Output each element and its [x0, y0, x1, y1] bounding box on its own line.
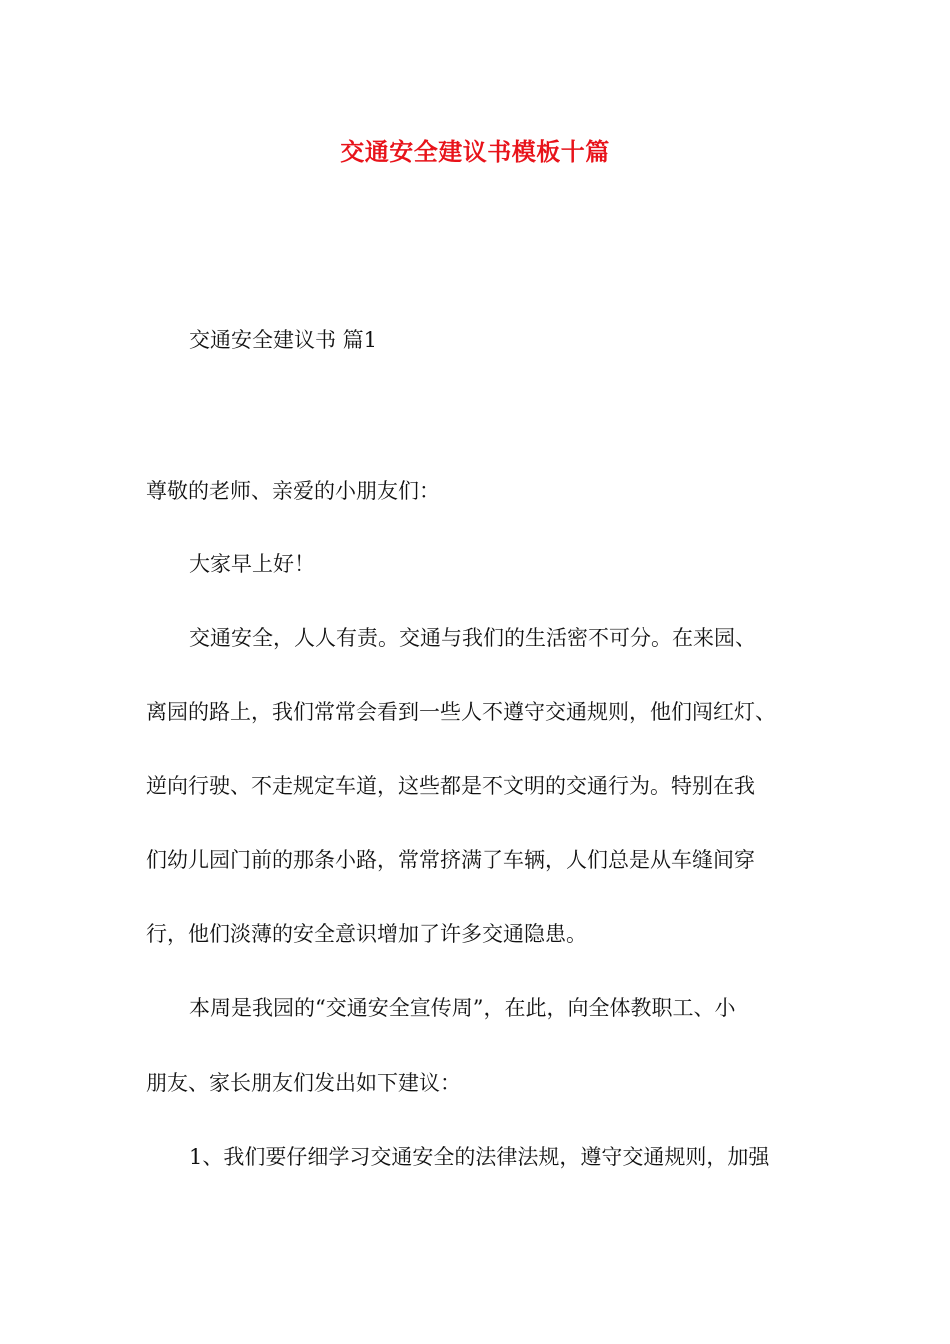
- paragraph-line: 朋友、家长朋友们发出如下建议：: [146, 1071, 461, 1095]
- document-title: 交通安全建议书模板十篇: [340, 138, 610, 166]
- paragraph-line: 1、我们要仔细学习交通安全的法律法规，遵守交通规则，加强: [189, 1145, 770, 1169]
- paragraph-line: 离园的路上，我们常常会看到一些人不遵守交通规则，他们闯红灯、: [146, 700, 776, 724]
- paragraph-line: 交通安全，人人有责。交通与我们的生活密不可分。在来园、: [189, 626, 756, 650]
- paragraph-line: 行，他们淡薄的安全意识增加了许多交通隐患。: [146, 922, 587, 946]
- paragraph-line: 们幼儿园门前的那条小路，常常挤满了车辆，人们总是从车缝间穿: [146, 848, 755, 872]
- section-heading: 交通安全建议书 篇1: [189, 328, 378, 352]
- paragraph-line: 逆向行驶、不走规定车道，这些都是不文明的交通行为。特别在我: [146, 774, 755, 798]
- paragraph-line: 本周是我园的“交通安全宣传周”，在此，向全体教职工、小: [189, 996, 736, 1020]
- greeting-line: 大家早上好！: [189, 552, 315, 576]
- salutation-line: 尊敬的老师、亲爱的小朋友们：: [146, 479, 440, 503]
